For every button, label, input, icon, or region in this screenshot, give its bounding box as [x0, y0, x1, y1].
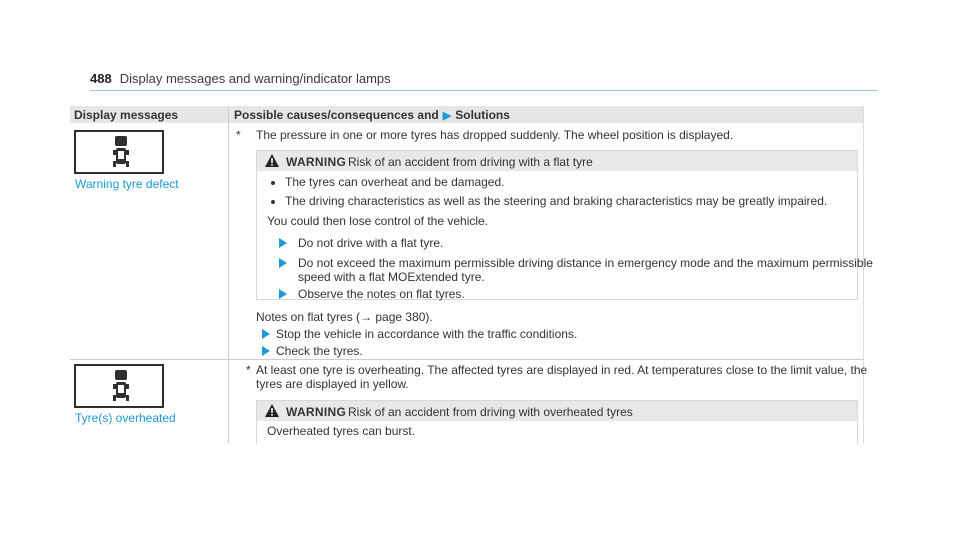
bullet: [271, 181, 275, 185]
solution-1: Stop the vehicle in accordance with the traffic conditions.: [276, 327, 578, 341]
message-warning-tyre-defect: Warning tyre defect: [75, 177, 179, 191]
col-header-causes: Possible causes/consequences and: [234, 108, 439, 122]
column-divider: [228, 106, 229, 443]
warning-header: [257, 401, 857, 421]
warning-action-2: Do not exceed the maximum permissible driving distance in emergency mode and the maximum permissible: [298, 256, 873, 270]
warning-note: You could then lose control of the vehicle.: [267, 214, 489, 228]
warning-label: WARNING: [286, 405, 347, 419]
action-arrow-icon: [279, 258, 287, 268]
warning-bullet-1: The tyres can overheat and be damaged.: [285, 175, 505, 189]
tyre-overheat-icon: [74, 364, 164, 408]
warning-triangle-icon: [265, 154, 279, 167]
page-title: Display messages and warning/indicator lamps: [119, 71, 391, 86]
cause-text-line2: tyres are displayed in yellow.: [256, 377, 409, 391]
warning-action-2-cont: speed with a flat MOExtended tyre.: [298, 270, 485, 284]
solution-arrow-icon: ▶: [442, 110, 452, 122]
action-arrow-icon: [279, 238, 287, 248]
page-number: 488: [90, 71, 112, 86]
warning-title: Risk of an accident from driving with a flat tyre: [348, 155, 593, 169]
warning-header: [257, 151, 857, 171]
warning-action-1: Do not drive with a flat tyre.: [298, 236, 444, 250]
warning-box-flat-tyre: [256, 150, 873, 301]
page-header: [90, 71, 391, 86]
warning-bullet-2: The driving characteristics as well as the steering and braking characteristics may be greatly impaired.: [285, 194, 828, 208]
warning-box-overheated: [256, 400, 858, 444]
header-rule: [90, 90, 877, 91]
bullet: [271, 200, 275, 204]
warning-title: Risk of an accident from driving with overheated tyres: [348, 405, 633, 419]
footnote-star: *: [236, 128, 241, 142]
warning-text: Overheated tyres can burst.: [267, 424, 416, 438]
tyre-warning-icon: [74, 130, 164, 174]
footnote-star: *: [246, 363, 251, 377]
notes-reference: Notes on flat tyres (→ page 380).: [256, 310, 433, 324]
solution-arrow-icon: [262, 346, 270, 356]
cause-text: The pressure in one or more tyres has dropped suddenly. The wheel position is displayed.: [256, 128, 734, 142]
message-tyres-overheated: Tyre(s) overheated: [75, 411, 176, 425]
action-arrow-icon: [279, 289, 287, 299]
display-messages-table: [70, 106, 873, 443]
row-divider: [70, 359, 864, 360]
cause-text-line1: At least one tyre is overheating. The affected tyres are displayed in red. At temperatures close to the limit value, the: [256, 363, 868, 377]
col-header-causes-solutions: [234, 108, 510, 122]
col-header-display-messages: Display messages: [74, 108, 179, 122]
solution-2: Check the tyres.: [276, 344, 363, 358]
table-header: [70, 106, 864, 123]
col-header-solutions: Solutions: [455, 108, 510, 122]
warning-label: WARNING: [286, 155, 347, 169]
warning-action-3: Observe the notes on flat tyres.: [298, 287, 465, 301]
table-right-border: [863, 106, 864, 443]
solution-arrow-icon: [262, 329, 270, 339]
warning-triangle-icon: [265, 404, 279, 417]
